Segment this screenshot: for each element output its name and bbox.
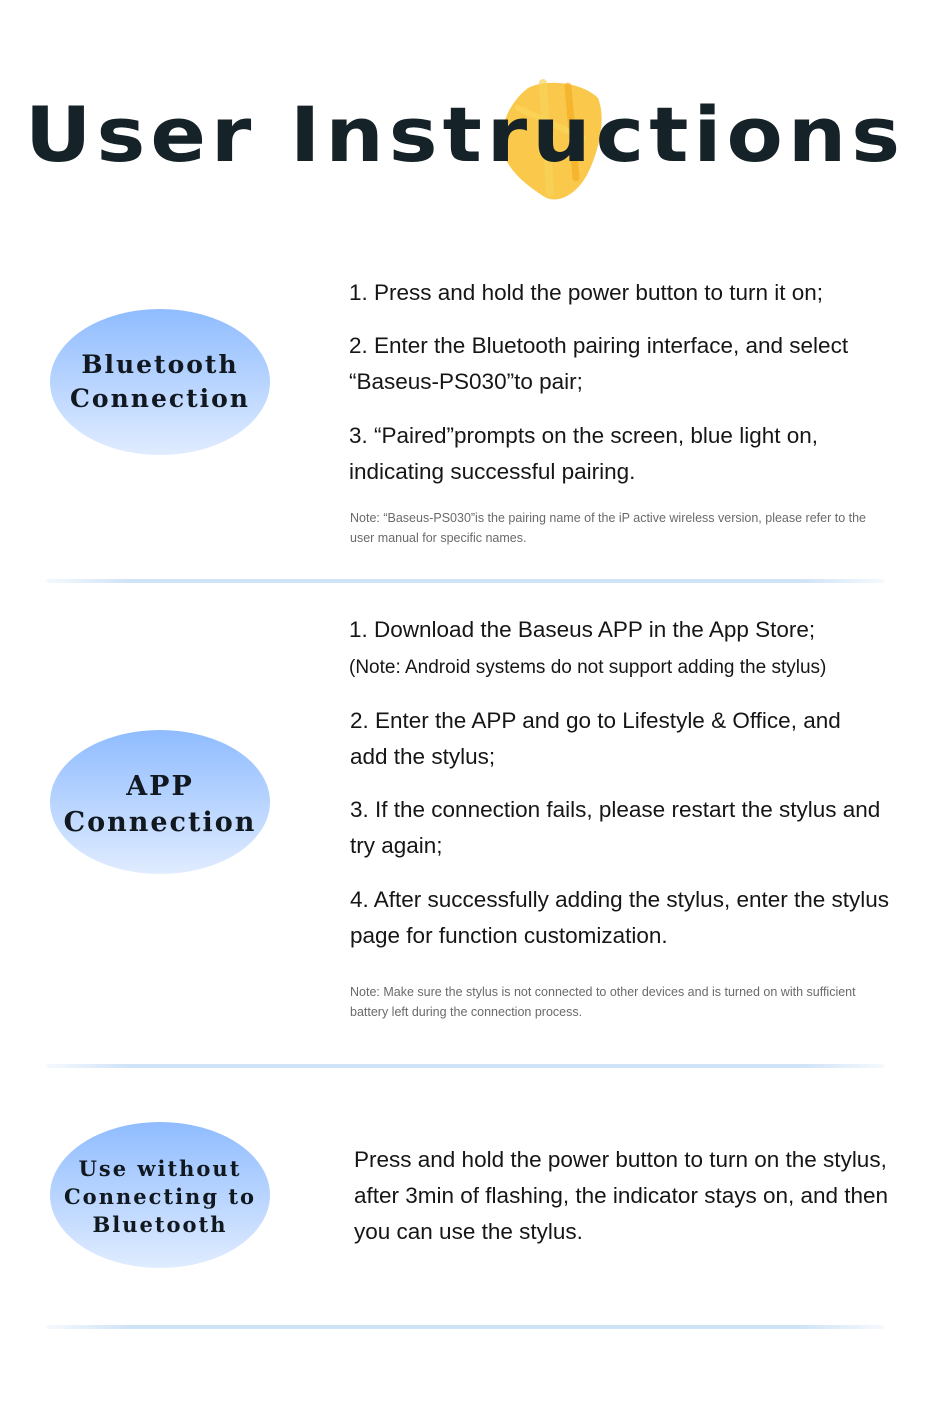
title-area: [0, 70, 930, 220]
app-connection-badge: [49, 730, 271, 880]
section-divider: [46, 1064, 884, 1068]
app-connection-label: APP Connection: [63, 771, 257, 838]
section-divider: [46, 1325, 884, 1329]
bluetooth-connection-badge: [49, 307, 271, 457]
app-step-4: 4. After successfully adding the stylus, enter the stylus page for function customization.: [350, 887, 890, 948]
page-title: User Instructions: [24, 91, 906, 180]
app-step-2: 2. Enter the APP and go to Lifestyle & Office, and add the stylus;: [350, 708, 841, 769]
bluetooth-connection-label: Bluetooth Connection: [70, 350, 250, 413]
bluetooth-step-3: 3. “Paired”prompts on the screen, blue light on, indicating successful pairing.: [349, 423, 819, 484]
app-step-1: 1. Download the Baseus APP in the App Store;: [349, 617, 816, 642]
bluetooth-note: Note: “Baseus-PS030”is the pairing name of the iP active wireless version, please refer to the user manual for specific names.: [350, 511, 867, 545]
bluetooth-step-1: 1. Press and hold the power button to turn it on;: [349, 280, 824, 305]
android-note: (Note: Android systems do not support adding the stylus): [349, 657, 827, 678]
app-note: Note: Make sure the stylus is not connected to other devices and is turned on with sufficient battery left during the connection process.: [350, 985, 856, 1019]
section-divider: [46, 579, 884, 583]
use-without-bluetooth-label: Use without Connecting to Bluetooth: [63, 1156, 257, 1237]
use-without-bluetooth-badge: [49, 1122, 271, 1272]
use-without-bluetooth-text: Press and hold the power button to turn on the stylus, after 3min of flashing, the indicator stays on, and then you can use the stylus.: [354, 1147, 889, 1244]
app-step-3: 3. If the connection fails, please restart the stylus and try again;: [350, 797, 881, 858]
bluetooth-step-2: 2. Enter the Bluetooth pairing interface, and select “Baseus-PS030”to pair;: [349, 333, 849, 394]
